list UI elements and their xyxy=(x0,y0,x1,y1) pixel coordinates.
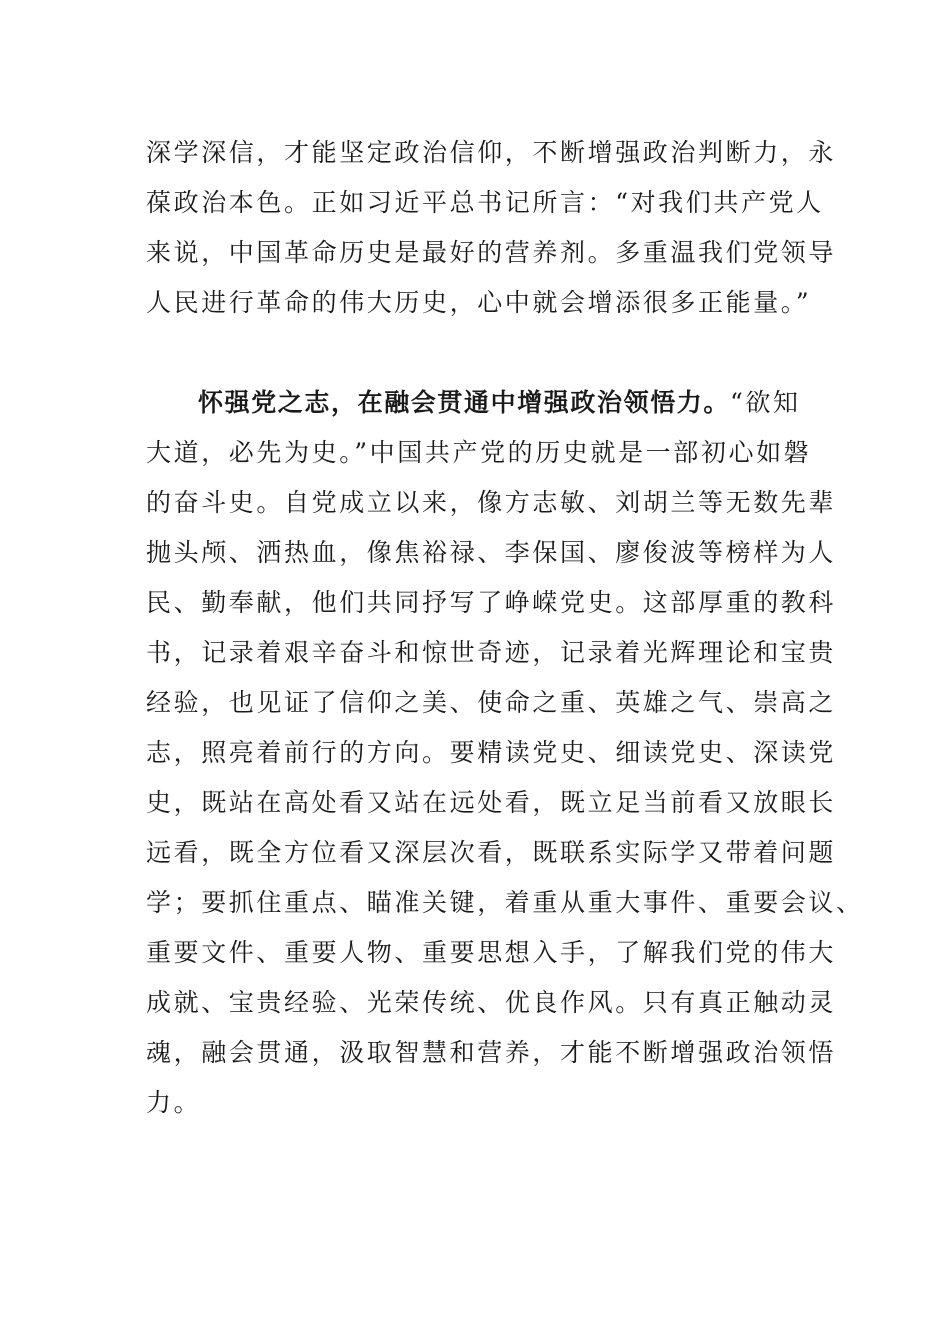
text-line: 远看，既全方位看又深层次看，既联系实际学又带着问题 xyxy=(146,838,837,867)
text-line: 重要文件、重要人物、重要思想入手，了解我们党的伟大 xyxy=(146,938,837,967)
text-line: 学；要抓住重点、瞄准关键，着重从重大事件、重要会议、 xyxy=(146,888,864,917)
text-line: 的奋斗史。自党成立以来，像方志敏、刘胡兰等无数先辈 xyxy=(146,488,837,517)
text-line: 成就、宝贵经验、光荣传统、优良作风。只有真正触动灵 xyxy=(146,988,837,1017)
text-line: 书，记录着艰辛奋斗和惊世奇迹，记录着光辉理论和宝贵 xyxy=(146,638,837,667)
text-line xyxy=(146,378,806,428)
text-line: 经验，也见证了信仰之美、使命之重、英雄之气、崇高之 xyxy=(146,688,837,717)
text-line: 大道，必先为史。”中国共产党的历史就是一部初心如磐 xyxy=(146,438,812,467)
text-line: 志，照亮着前行的方向。要精读党史、细读党史、深读党 xyxy=(146,738,837,767)
text-line: 力。 xyxy=(146,1088,202,1117)
paragraph-spacer xyxy=(146,328,806,378)
text-fragment: “欲知 xyxy=(730,388,801,417)
text-line: 葆政治本色。正如习近平总书记所言：“对我们共产党人 xyxy=(146,188,824,217)
text-line: 抛头颅、洒热血，像焦裕禄、李保国、廖俊波等榜样为人 xyxy=(146,538,837,567)
text-line: 魂，融会贯通，汲取智慧和营养，才能不断增强政治领悟 xyxy=(146,1038,837,1067)
text-line: 民、勤奉献，他们共同抒写了峥嵘党史。这部厚重的教科 xyxy=(146,588,837,617)
paragraph-lead-heading: 怀强党之志，在融会贯通中增强政治领悟力。 xyxy=(198,388,731,417)
text-line: 人民进行革命的伟大历史，心中就会增添很多正能量。” xyxy=(146,288,812,317)
text-line: 史，既站在高处看又站在远处看，既立足当前看又放眼长 xyxy=(146,788,837,817)
text-line: 深学深信，才能坚定政治信仰，不断增强政治判断力，永 xyxy=(146,138,837,167)
document-page xyxy=(146,128,864,1128)
paragraph xyxy=(146,128,837,328)
paragraph xyxy=(146,378,864,1128)
text-line: 来说，中国革命历史是最好的营养剂。多重温我们党领导 xyxy=(146,238,837,267)
